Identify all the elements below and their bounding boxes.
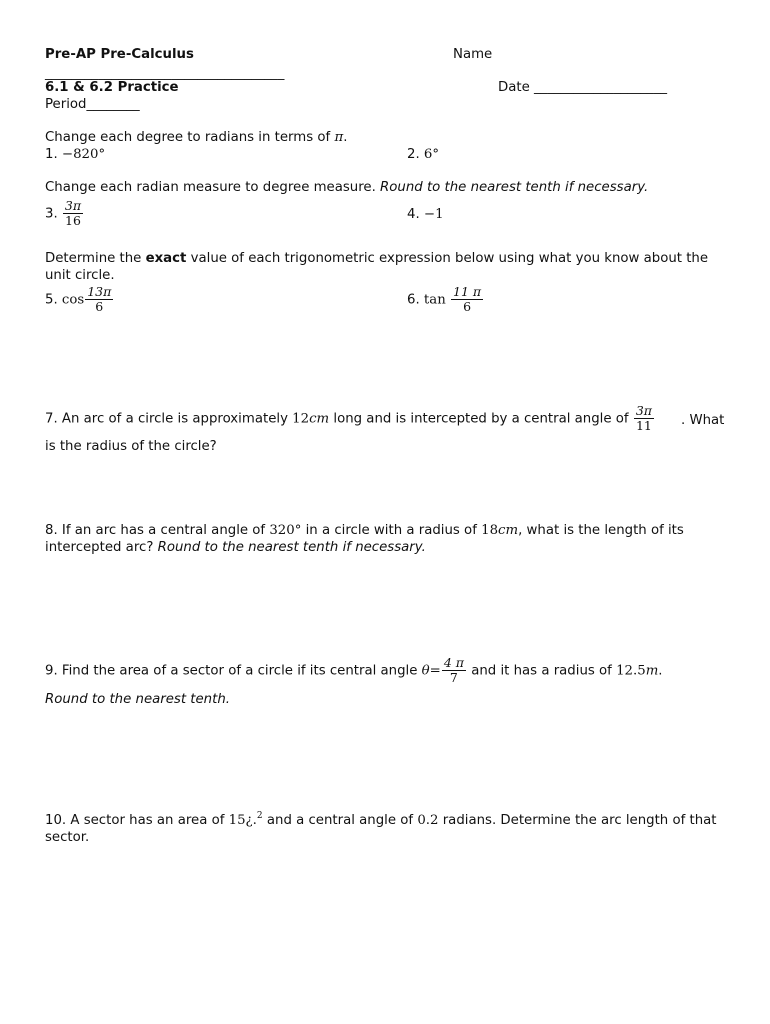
- date-blank: ____________________: [534, 80, 667, 95]
- q7-text-b: long and is intercepted by a central angle of: [329, 411, 633, 427]
- topic-title: 6.1 & 6.2 Practice: [45, 80, 179, 95]
- name-blank: ____________________________________: [45, 66, 285, 81]
- question-4: [407, 207, 444, 223]
- question-10: [45, 808, 725, 846]
- question-3: [45, 199, 84, 228]
- q6-fraction: [451, 285, 483, 314]
- q1-label: 1.: [45, 147, 62, 162]
- period-field: [45, 97, 140, 113]
- q9-denominator: 7: [449, 670, 458, 685]
- q9-italic: Round to the nearest tenth.: [45, 692, 230, 707]
- q9-text-a: 9. Find the area of a sector of a circle if its central angle: [45, 663, 422, 679]
- q7-denominator: 11: [635, 418, 652, 433]
- q7-text-c-line1: . What: [681, 413, 725, 428]
- q10-text-b: and a central angle of: [262, 813, 418, 828]
- q9-equals: =: [429, 663, 441, 679]
- q5-fraction: [85, 285, 113, 314]
- q8-text-a: 8. If an arc has a central angle of: [45, 523, 270, 538]
- q9-text-b: and it has a radius of: [466, 663, 617, 679]
- date-label: Date: [498, 80, 530, 95]
- q9-unit: m: [645, 663, 659, 679]
- q5-denominator: 6: [95, 299, 104, 314]
- date-field: [498, 80, 667, 96]
- q9-numerator: 4 π: [443, 655, 464, 670]
- question-5: [45, 285, 114, 314]
- section1-instruction: [45, 130, 347, 146]
- q5-function: cos: [61, 292, 85, 308]
- section3-text-b: value of each trigonometric expression below using what you know about the unit circle.: [45, 251, 709, 283]
- q9-period: .: [658, 663, 663, 679]
- q3-label: 3.: [45, 206, 62, 222]
- q7-length: 12: [292, 411, 310, 427]
- q6-numerator: 11 π: [453, 284, 482, 299]
- q10-text-c: radians. Determine the arc length of that sector.: [45, 813, 717, 845]
- q5-numerator: 13π: [87, 284, 112, 299]
- question-2: [407, 147, 439, 163]
- q4-label: 4.: [407, 207, 424, 222]
- q7-numerator: 3π: [635, 403, 652, 418]
- name-label: Name: [453, 47, 493, 62]
- question-1: [45, 147, 105, 163]
- q8-unit: cm: [498, 523, 519, 538]
- q2-label: 2.: [407, 147, 424, 162]
- q8-text-b: in a circle with a radius of: [301, 523, 482, 538]
- course-title: Pre-AP Pre-Calculus: [45, 47, 194, 62]
- q8-angle: 320°: [269, 523, 302, 538]
- q7-unit: cm: [309, 411, 330, 427]
- q3-fraction: [63, 199, 83, 228]
- q9-radius: 12.5: [616, 663, 646, 679]
- q6-label: 6.: [407, 292, 424, 308]
- q3-numerator: 3π: [64, 198, 82, 213]
- period-label: Period: [45, 97, 87, 112]
- q5-label: 5.: [45, 292, 62, 308]
- q10-exponent: 2: [256, 811, 263, 821]
- q7-text-a: 7. An arc of a circle is approximately: [45, 411, 293, 427]
- section3-instruction: [45, 250, 725, 284]
- section2-instruction: [45, 180, 648, 196]
- section1-period: .: [343, 130, 348, 145]
- q10-area: 15¿.: [228, 813, 257, 828]
- q2-value: 6°: [423, 147, 440, 162]
- question-7: [45, 404, 655, 433]
- q9-fraction: [442, 656, 466, 685]
- question-9: [45, 656, 663, 685]
- q9-theta: θ: [421, 663, 430, 679]
- section3-text-a: Determine the: [45, 251, 146, 266]
- q8-text-c: , what is the length of its intercepted arc?: [45, 523, 684, 555]
- pi-symbol: π: [334, 130, 344, 145]
- section2-italic: Round to the nearest tenth if necessary.: [380, 180, 649, 195]
- section3-bold: exact: [145, 251, 187, 266]
- q7-fraction: [634, 404, 654, 433]
- q7-text-c-line2: is the radius of the circle?: [45, 439, 217, 454]
- q3-denominator: 16: [65, 213, 81, 228]
- section2-text: Change each radian measure to degree measure.: [45, 180, 381, 195]
- question-6: [407, 285, 484, 314]
- q6-denominator: 6: [463, 299, 472, 314]
- q8-radius: 18: [481, 523, 499, 538]
- q4-value: −1: [423, 207, 444, 222]
- section1-text: Change each degree to radians in terms of: [45, 130, 335, 145]
- q1-value: −820°: [61, 147, 106, 162]
- q10-text-a: 10. A sector has an area of: [45, 813, 229, 828]
- q8-italic: Round to the nearest tenth if necessary.: [157, 540, 426, 555]
- q10-angle: 0.2: [417, 813, 439, 828]
- period-blank: ________: [86, 97, 140, 112]
- q6-function: tan: [423, 292, 446, 308]
- question-8: [45, 522, 725, 556]
